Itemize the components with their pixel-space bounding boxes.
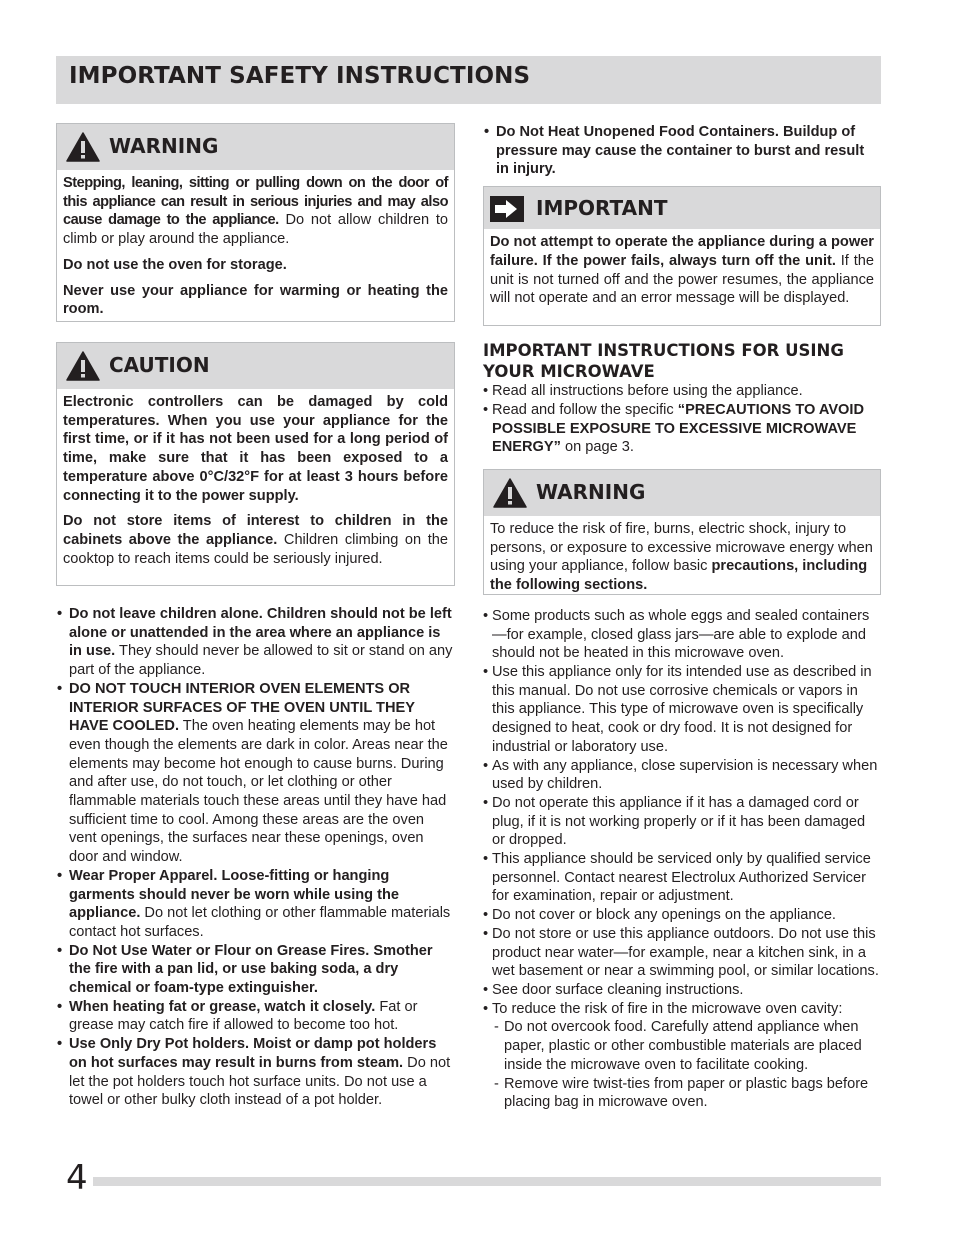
- sub-bullet-text: Remove wire twist-ties from paper or plastic bags before placing bag in microwave oven.: [504, 1075, 869, 1111]
- warning2-box-header: [484, 470, 880, 516]
- left-bullet-list: [56, 605, 455, 1110]
- caution-icon: [66, 351, 100, 381]
- bullet-text: Do not store or use this appliance outdoors. Do not use this product near water—for example, near a kitchen sink, in a wet basement or near a swimming pool, or similar locations.: [492, 925, 879, 980]
- list-item: [483, 794, 881, 850]
- bullet-text: Do not let clothing or other flammable materials contact hot surfaces.: [69, 905, 451, 940]
- caution-text-bold: Electronic controllers can be damaged by cold temperatures. When you use your appliance for the first time, or if it has not been used for a long period of time, make sure that it has been exposed to a temperature above 0°C/32°F for at least 3 hours before connecting it to the power supply.: [63, 394, 448, 504]
- caution-paragraph: [63, 512, 448, 568]
- bullet-text: See door surface cleaning instructions.: [492, 981, 744, 998]
- right-top-bullet: [483, 123, 881, 179]
- microwave-safety-list: [483, 607, 881, 1112]
- list-item: [56, 1035, 455, 1110]
- warning-box-title: WARNING: [109, 134, 219, 158]
- bullet-text: Some products such as whole eggs and sealed containers —for example, closed glass jars—are able to explode and should not be heated in this microwave oven.: [492, 607, 870, 662]
- bullet-text: Read and follow the specific: [492, 401, 678, 418]
- bullet-text: Do not cover or block any openings on the appliance.: [492, 907, 836, 924]
- list-item: [483, 123, 881, 179]
- important-box-title: IMPORTANT: [536, 196, 668, 221]
- bullet-text: This appliance should be serviced only by qualified service personnel. Contact nearest Electrolux Authorized Servicer for examination, repair or adjustment.: [492, 851, 871, 905]
- bullet-text: Read all instructions before using the appliance.: [492, 383, 803, 400]
- bullet-bold: Do not leave children alone. Children should not be left alone or unattended in the area where an appliance is in use.: [69, 606, 452, 660]
- bullet-bold: DO NOT TOUCH INTERIOR OVEN ELEMENTS OR INTERIOR SURFACES OF THE OVEN UNTIL THEY HAVE COOLED.: [69, 680, 415, 735]
- warning-paragraph: [63, 174, 448, 249]
- warning2-box-title: WARNING: [536, 479, 646, 504]
- sub-bullet-text: Do not overcook food. Carefully attend appliance when paper, plastic or other combustible materials are placed inside the microwave oven to facilitate cooking.: [504, 1019, 862, 1073]
- list-item: [483, 401, 881, 457]
- page-header: [56, 56, 881, 104]
- caution-box-body: [57, 389, 454, 571]
- microwave-intro-list: [483, 382, 881, 457]
- warning-box: [56, 123, 455, 322]
- right-column: [483, 123, 881, 1112]
- list-item: [56, 605, 455, 680]
- warning2-text: To reduce the risk of fire, burns, electric shock, injury to persons, or exposure to excessive microwave energy when using your appliance, follow basic: [490, 520, 873, 575]
- microwave-heading: IMPORTANT INSTRUCTIONS FOR USING YOUR MICROWAVE: [483, 341, 844, 382]
- warning-paragraph: [63, 282, 448, 319]
- warning-text-bold: Never use your appliance for warming or heating the room.: [63, 282, 448, 318]
- bullet-bold: When heating fat or grease, watch it closely.: [69, 998, 376, 1015]
- warning2-paragraph: [490, 520, 874, 595]
- bullet-text: Use this appliance only for its intended use as described in this manual. Do not use corrosive chemicals or vapors in this appliance. This type of microwave oven is specifically designed to heat, cook or dry food. It is not designed for industrial or laboratory use.: [492, 664, 872, 755]
- list-item: [483, 981, 881, 1000]
- list-item: [483, 906, 881, 925]
- important-text: If the unit is not turned off and the power resumes, the appliance will not operate and an error message will be displayed.: [490, 252, 874, 307]
- list-item: [483, 757, 881, 794]
- list-item: [483, 607, 881, 663]
- bullet-text: Do not let the pot holders touch hot surface units. Do not use a towel or other bulky cloth instead of a pot holder.: [69, 1054, 451, 1109]
- important-box-body: [484, 229, 880, 311]
- sub-list-item: [492, 1075, 881, 1112]
- sub-list: [492, 1018, 881, 1112]
- caution-text-bold: Do not store items of interest to children in the cabinets above the appliance.: [63, 513, 448, 548]
- warning-text-bold: Stepping, leaning, sitting or pulling down on the door of this appliance can result in serious injuries and may also cause damage to the appliance.: [63, 175, 448, 229]
- bullet-bold: Do Not Use Water or Flour on Grease Fires. Smother the fire with a pan lid, or use baking soda, a dry chemical or foam-type extinguisher.: [69, 942, 433, 997]
- list-item: [56, 867, 455, 942]
- warning-icon: [66, 132, 100, 162]
- warning2-text-bold: precautions, including the following sections.: [490, 558, 868, 594]
- list-item: [483, 925, 881, 981]
- bullet-text: Fat or grease may catch fire if allowed to become too hot.: [69, 998, 418, 1034]
- warning-text-bold: Do not use the oven for storage.: [63, 256, 287, 273]
- caution-box: [56, 342, 455, 586]
- warning2-box-body: [484, 516, 880, 598]
- list-item: [483, 382, 881, 401]
- important-text-bold: Do not attempt to operate the appliance during a power failure. If the power fails, always turn off the unit.: [490, 234, 874, 269]
- bullet-text: Do not operate this appliance if it has a damaged cord or plug, if it is not working properly or if it has been damaged or dropped.: [492, 794, 866, 849]
- sub-list-item: [492, 1018, 881, 1074]
- warning-text: Do not allow children to climb or play around the appliance.: [63, 212, 449, 248]
- bullet-text: As with any appliance, close supervision is necessary when used by children.: [492, 757, 878, 793]
- list-item: [483, 663, 881, 757]
- important-box-header: [484, 187, 880, 229]
- list-item: [56, 998, 455, 1035]
- important-paragraph: [490, 233, 874, 308]
- important-box: [483, 186, 881, 326]
- bullet-text: on page 3.: [560, 439, 634, 456]
- footer-bar: [93, 1177, 881, 1186]
- list-item: [483, 1000, 881, 1112]
- warning-icon: [493, 478, 527, 508]
- page-title: IMPORTANT SAFETY INSTRUCTIONS: [69, 63, 531, 89]
- bullet-bold: Use Only Dry Pot holders. Moist or damp pot holders on hot surfaces may result in burns from steam.: [69, 1036, 437, 1071]
- bullet-bold: Do Not Heat Unopened Food Containers. Buildup of pressure may cause the container to burst and result in injury.: [496, 124, 865, 178]
- list-item: [483, 850, 881, 906]
- left-column: [56, 123, 455, 1110]
- bullet-text: They should never be allowed to sit or stand on any part of the appliance.: [69, 643, 453, 679]
- warning-box-body: [57, 170, 454, 322]
- arrow-right-icon: [490, 196, 524, 222]
- bullet-text: The oven heating elements may be hot even though the elements are dark in color. Areas near the elements may become hot enough to cause burns. During and after use, do not touch, or let clothing or other flammable materials touch these areas until they have had sufficient time to cool. Among these areas are the oven vent openings, the surfaces near these openings, oven door and window.: [69, 718, 448, 866]
- caution-box-title: CAUTION: [109, 353, 210, 377]
- caution-box-header: [57, 343, 454, 389]
- list-item: [56, 680, 455, 867]
- bullet-bold: “PRECAUTIONS TO AVOID POSSIBLE EXPOSURE TO EXCESSIVE MICROWAVE ENERGY”: [492, 401, 865, 456]
- bullet-bold: Wear Proper Apparel. Loose-fitting or hanging garments should never be worn while using the appliance.: [69, 867, 400, 922]
- bullet-text: To reduce the risk of fire in the microwave oven cavity:: [492, 1000, 843, 1017]
- caution-text: Children climbing on the cooktop to reach items could be seriously injured.: [63, 531, 448, 567]
- warning-paragraph: [63, 256, 448, 275]
- list-item: [56, 942, 455, 998]
- caution-paragraph: [63, 393, 448, 505]
- page-number: 4: [66, 1158, 88, 1198]
- warning2-box: [483, 469, 881, 595]
- warning-box-header: [57, 124, 454, 170]
